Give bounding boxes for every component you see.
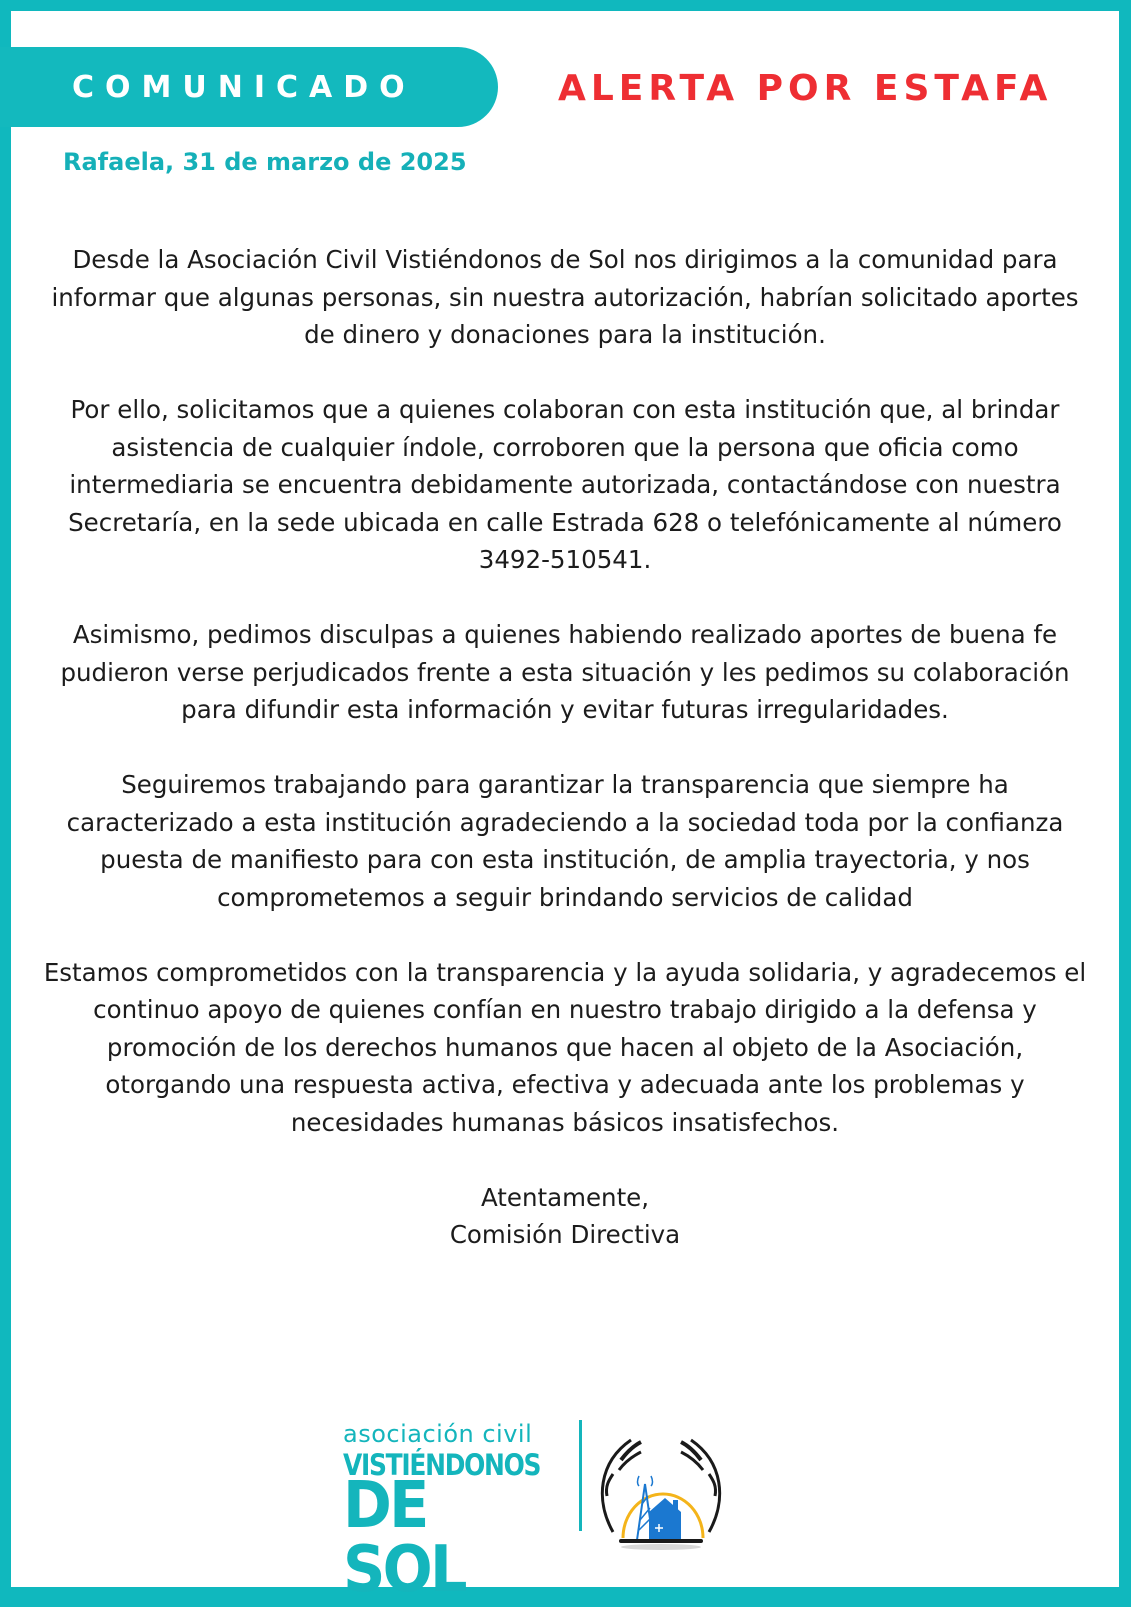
banner-label: COMUNICADO [72, 69, 416, 105]
hands-sun-house-emblem-icon [591, 1420, 731, 1560]
signoff [41, 1179, 1089, 1254]
closing: Atentamente, [480, 1182, 650, 1212]
paragraph: Estamos comprometidos con la transparencia y la ayuda solidaria, y agradecemos el continuo apoyo de quienes confían en nuestro trabajo dirigido a la defensa y promoción de los derechos humanos que hacen al objeto de la Asociación, otorgando una respuesta activa, efectiva y adecuada ante los problemas y necesidades humanas básicos insatisfechos. [43, 957, 1087, 1137]
logo-wordmark [341, 1416, 561, 1607]
logo-line-2: VISTIÉNDONOS [343, 1448, 541, 1482]
logo-line-1: asociación civil [343, 1420, 533, 1448]
paragraph: Asimismo, pedimos disculpas a quienes habiendo realizado aportes de buena fe pudieron verse perjudicados frente a esta situación y les pedimos su colaboración para difundir esta información y evitar futuras irregularidades. [60, 620, 1070, 724]
announcement-body [41, 241, 1089, 1254]
signature: Comisión Directiva [449, 1220, 681, 1249]
logo-divider [579, 1420, 582, 1531]
paragraph: Por ello, solicitamos que a quienes colaboran con esta institución que, al brindar asistencia de cualquier índole, corroboren que la persona que oficia como intermediaria se encuentra debidamente autorizada, contactándose con nuestra Secretaría, en la sede ubicada en calle Estrada 628 o telefónicamente al número 3492-510541. [68, 395, 1062, 574]
announcement-page [11, 11, 1119, 1607]
paragraph: Desde la Asociación Civil Vistiéndonos de Sol nos dirigimos a la comunidad para informar que algunas personas, sin nuestra autorización, habrían solicitado aportes de dinero y donaciones para la institución. [51, 245, 1079, 349]
comunicado-banner [0, 47, 498, 127]
organization-logo [341, 1416, 761, 1607]
logo-line-3: DE SOL [343, 1469, 465, 1607]
date-line: Rafaela, 31 de marzo de 2025 [63, 148, 467, 176]
paragraph: Seguiremos trabajando para garantizar la transparencia que siempre ha caracterizado a esta institución agradeciendo a la sociedad toda por la confianza puesta de manifiesto para con esta institución, de amplia trayectoria, y nos comprometemos a seguir brindando servicios de calidad [66, 770, 1064, 912]
alert-title: ALERTA POR ESTAFA [558, 68, 1053, 109]
